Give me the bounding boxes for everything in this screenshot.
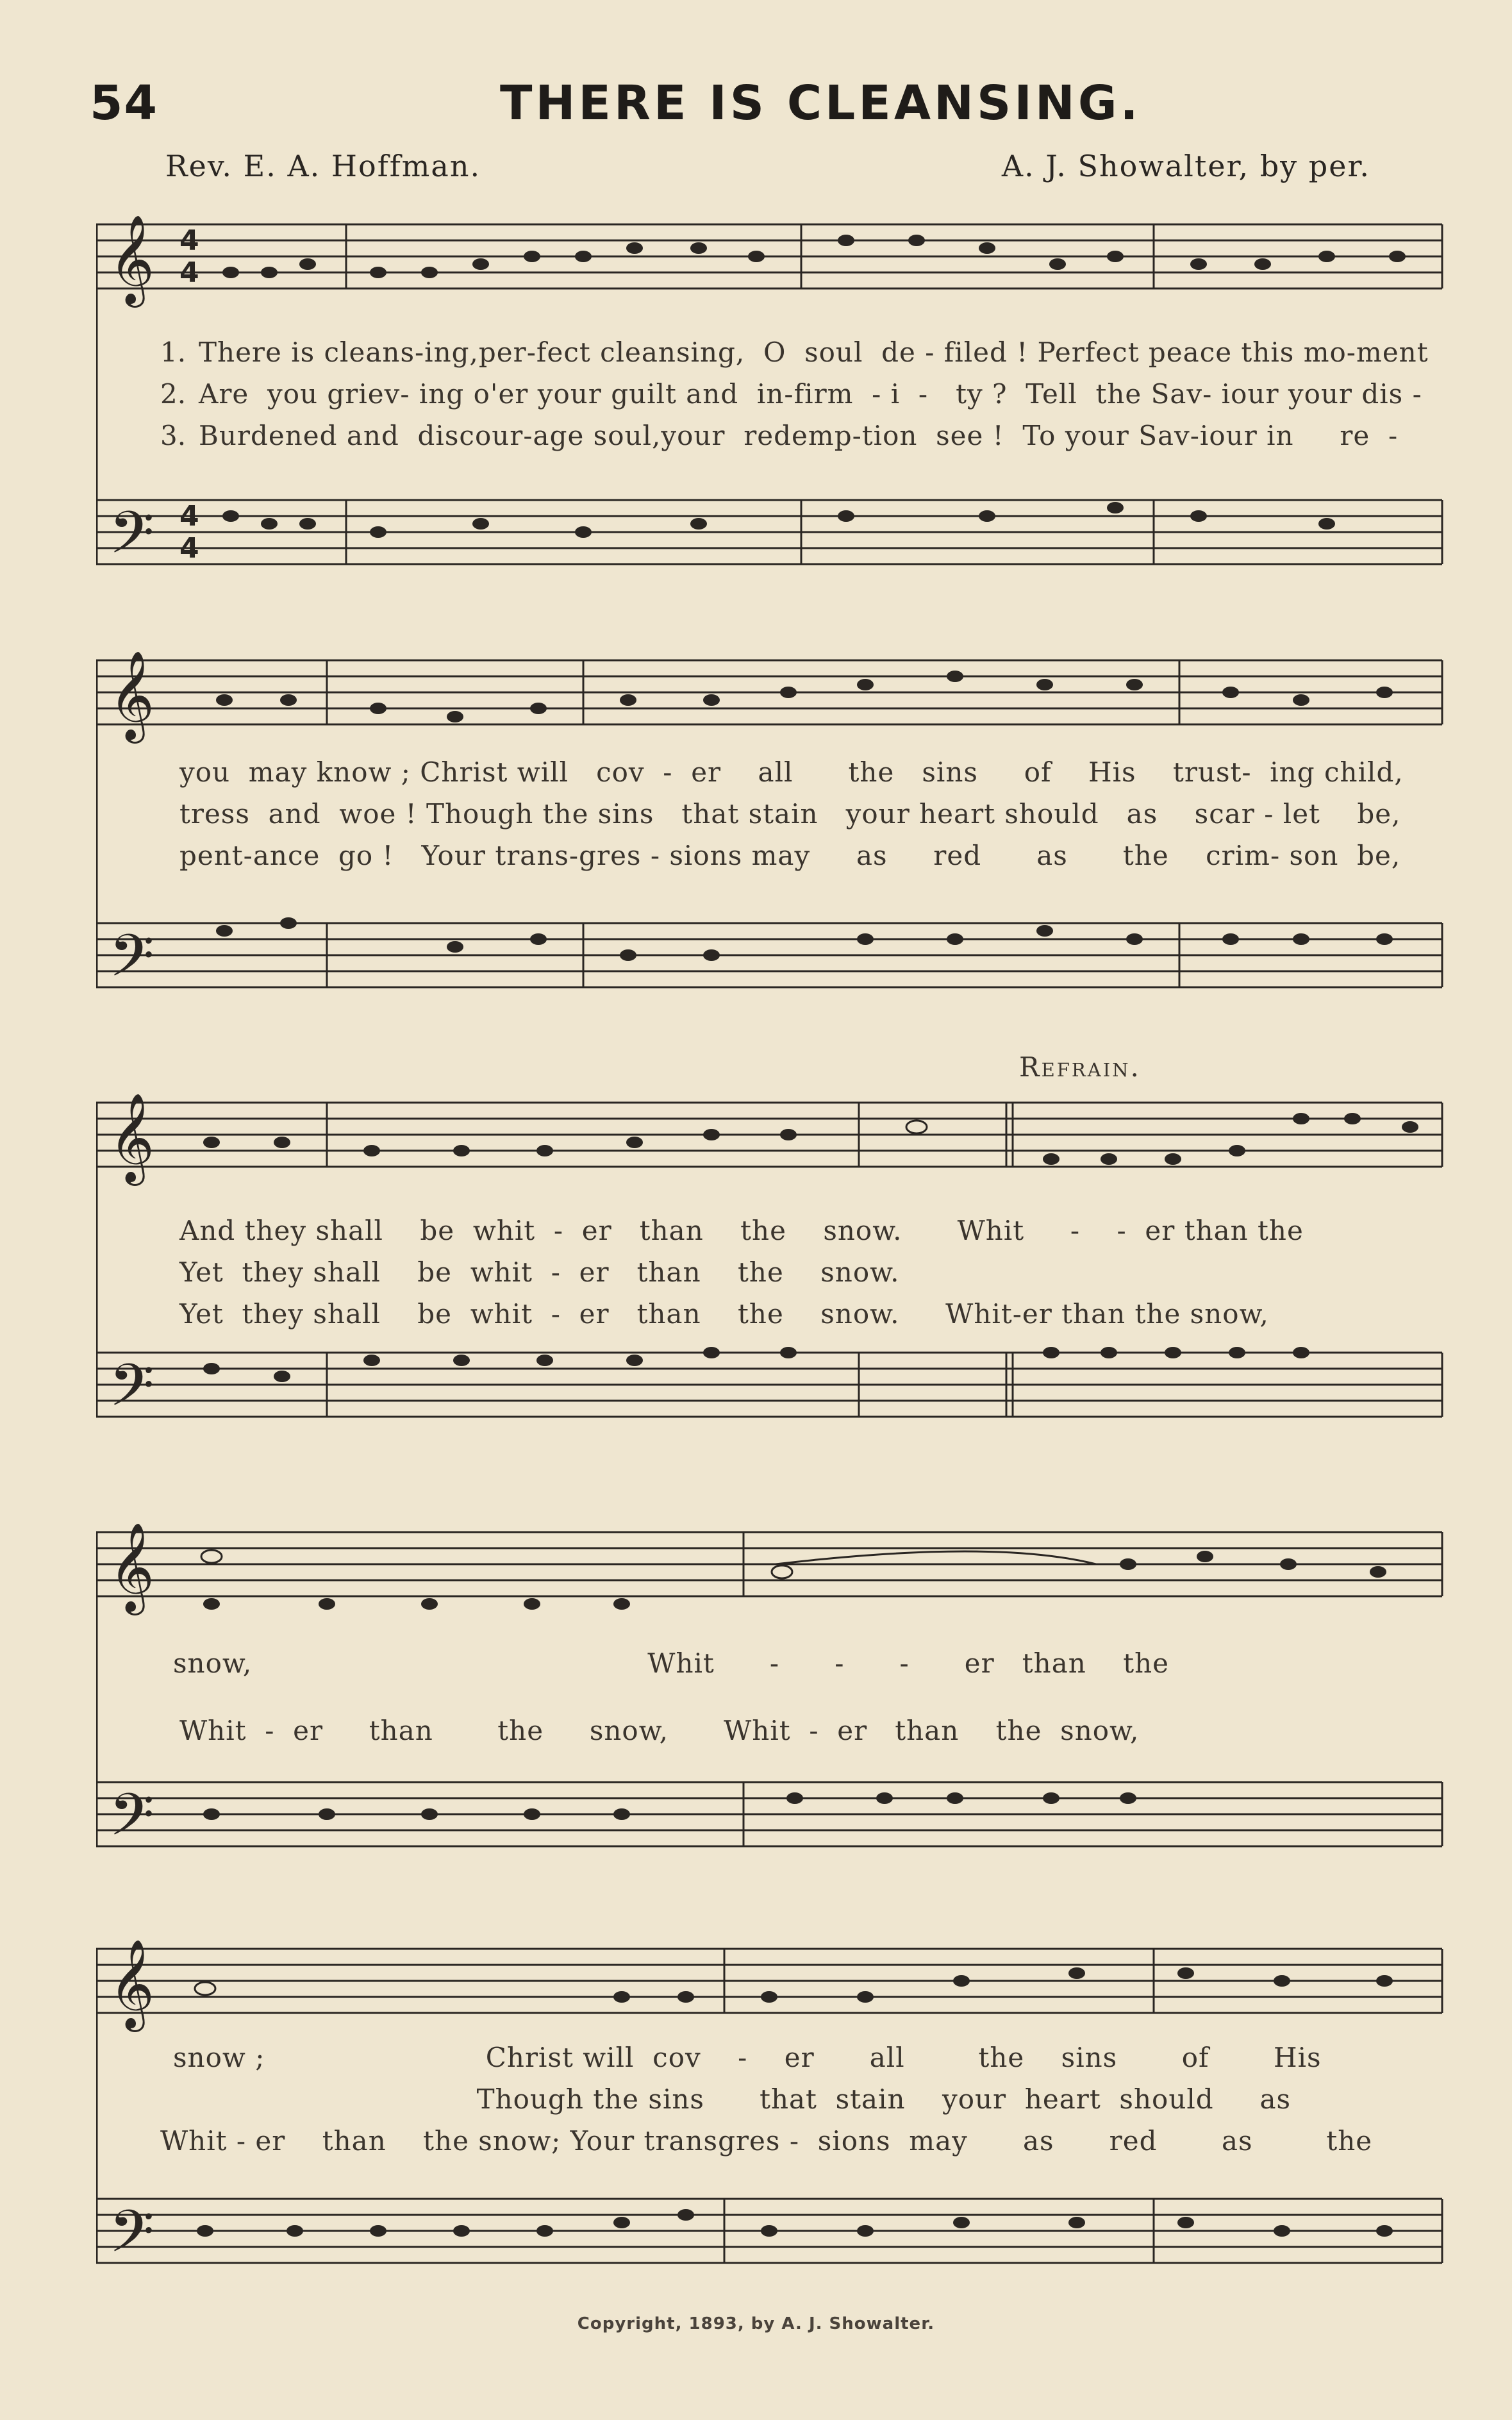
verse-1-lyric: snow, Whit - - - er than the	[173, 1648, 1169, 1679]
svg-text:4: 4	[179, 500, 199, 533]
verse-3-lyric: 3. Burdened and discour-age soul,your redemp-tion see ! To your Sav-iour in re -	[160, 420, 1399, 451]
verse-1-lyric: snow ; Christ will cov - er all the sins of His	[173, 2042, 1322, 2073]
music-system-5	[96, 1917, 1449, 2301]
verse-1-lyric: And they shall be whit - er than the snow. Whit - - er than the	[179, 1215, 1304, 1246]
composer-credit: A. J. Showalter, by per.	[1001, 149, 1370, 183]
svg-text:𝄞: 𝄞	[109, 1939, 154, 2028]
page-number: 54	[90, 76, 158, 131]
music-system-4	[96, 1500, 1449, 1885]
verse-2-lyric: Yet they shall be whit - er than the snow.	[179, 1256, 900, 1288]
credits	[165, 149, 1370, 187]
page-header	[90, 76, 1449, 133]
staff-notation-4	[96, 1500, 1449, 1885]
music-system-3	[96, 1051, 1449, 1462]
verse-2-lyric: 2. Are you griev- ing o'er your guilt and in-firm - i - ty ? Tell the Sav- iour your dis -	[160, 378, 1422, 410]
copyright-notice: Copyright, 1893, by A. J. Showalter.	[577, 2314, 935, 2333]
verse-2-lyric: tress and woe ! Though the sins that stain your heart should as scar - let be,	[179, 798, 1401, 830]
svg-text:𝄢: 𝄢	[109, 1351, 154, 1433]
svg-text:𝄢: 𝄢	[109, 922, 154, 1004]
svg-text:4: 4	[179, 224, 199, 257]
verse-3-lyric: Yet they shall be whit - er than the snow. Whit-er than the snow,	[179, 1298, 1269, 1330]
svg-text:𝄢: 𝄢	[109, 2198, 154, 2280]
verse-3-lyric: Whit - er than the snow; Your transgres - sions may as red as the	[160, 2125, 1373, 2157]
hymn-title: THERE IS CLEANSING.	[500, 76, 1142, 131]
verse-3-lyric: Whit - er than the snow, Whit - er than the snow,	[179, 1715, 1140, 1746]
verse-1-lyric: you may know ; Christ will cov - er all the sins of His trust- ing child,	[179, 756, 1404, 788]
svg-text:𝄞: 𝄞	[109, 215, 154, 304]
svg-text:𝄢: 𝄢	[109, 1781, 154, 1863]
music-system-1	[96, 205, 1449, 590]
music-system-2	[96, 635, 1449, 1045]
verse-1-lyric: 1. There is cleans-ing,per-fect cleansing, O soul de - filed ! Perfect peace this mo-ment	[160, 337, 1429, 368]
lyricist-credit: Rev. E. A. Hoffman.	[165, 149, 481, 183]
svg-text:𝄞: 𝄞	[109, 651, 154, 740]
verse-2-lyric: Though the sins that stain your heart should as	[173, 2083, 1292, 2115]
refrain-label: Refrain.	[1019, 1051, 1141, 1083]
svg-text:4: 4	[179, 256, 199, 289]
svg-text:𝄞: 𝄞	[109, 1523, 154, 1612]
svg-text:𝄢: 𝄢	[109, 499, 154, 581]
svg-text:𝄞: 𝄞	[109, 1093, 154, 1182]
verse-3-lyric: pent-ance go ! Your trans-gres - sions may as red as the crim- son be,	[179, 840, 1401, 871]
svg-text:4: 4	[179, 532, 199, 565]
